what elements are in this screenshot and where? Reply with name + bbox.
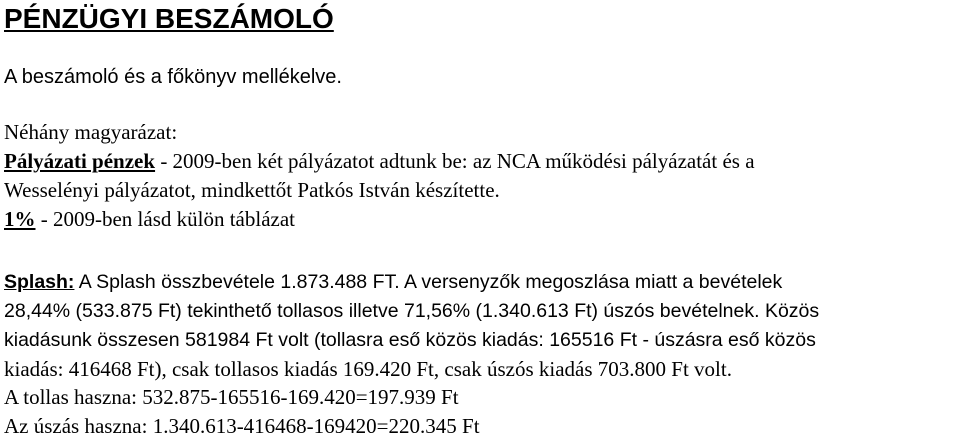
- percent-label: 1%: [4, 207, 36, 231]
- splash-text-line1: A Splash összbevétele 1.873.488 FT. A versenyzők megoszlása miatt a bevételek: [74, 271, 783, 293]
- page-title: PÉNZÜGYI BESZÁMOLÓ: [4, 3, 334, 34]
- explanations-heading: Néhány magyarázat:: [4, 120, 178, 144]
- results-section: [4, 383, 480, 441]
- splash-line2: 28,44% (533.875 Ft) tekinthető tollasos illetve 71,56% (1.340.613 Ft) úszós bevételnek. Közös: [4, 300, 820, 322]
- grants-text-line2: Wesselényi pályázatot, mindkettőt Patkós István készítette.: [4, 178, 500, 202]
- swimming-profit: Az úszás haszna: 1.340.613-416468-169420=220.345 Ft: [4, 414, 480, 438]
- splash-section: [4, 268, 960, 384]
- grants-label: Pályázati pénzek: [4, 149, 156, 173]
- grants-paragraph: [4, 147, 755, 176]
- attachment-note: A beszámoló és a főkönyv mellékelve.: [4, 66, 342, 88]
- badminton-profit: A tollas haszna: 532.875-165516-169.420=197.939 Ft: [4, 385, 459, 409]
- percent-text: - 2009-ben lásd külön táblázat: [35, 207, 296, 231]
- splash-line3: kiadásunk összesen 581984 Ft volt (tollasra eső közös kiadás: 165516 Ft - úszásra eső közös: [4, 329, 816, 351]
- explanations-section: [4, 118, 755, 234]
- splash-label: Splash:: [4, 271, 75, 293]
- splash-line1: [4, 268, 960, 297]
- percent-paragraph: [4, 205, 755, 234]
- splash-line4: kiadás: 416468 Ft), csak tollasos kiadás 169.420 Ft, csak úszós kiadás 703.800 Ft volt.: [4, 357, 732, 381]
- grants-text-line1: - 2009-ben két pályázatot adtunk be: az NCA működési pályázatát és a: [155, 149, 755, 173]
